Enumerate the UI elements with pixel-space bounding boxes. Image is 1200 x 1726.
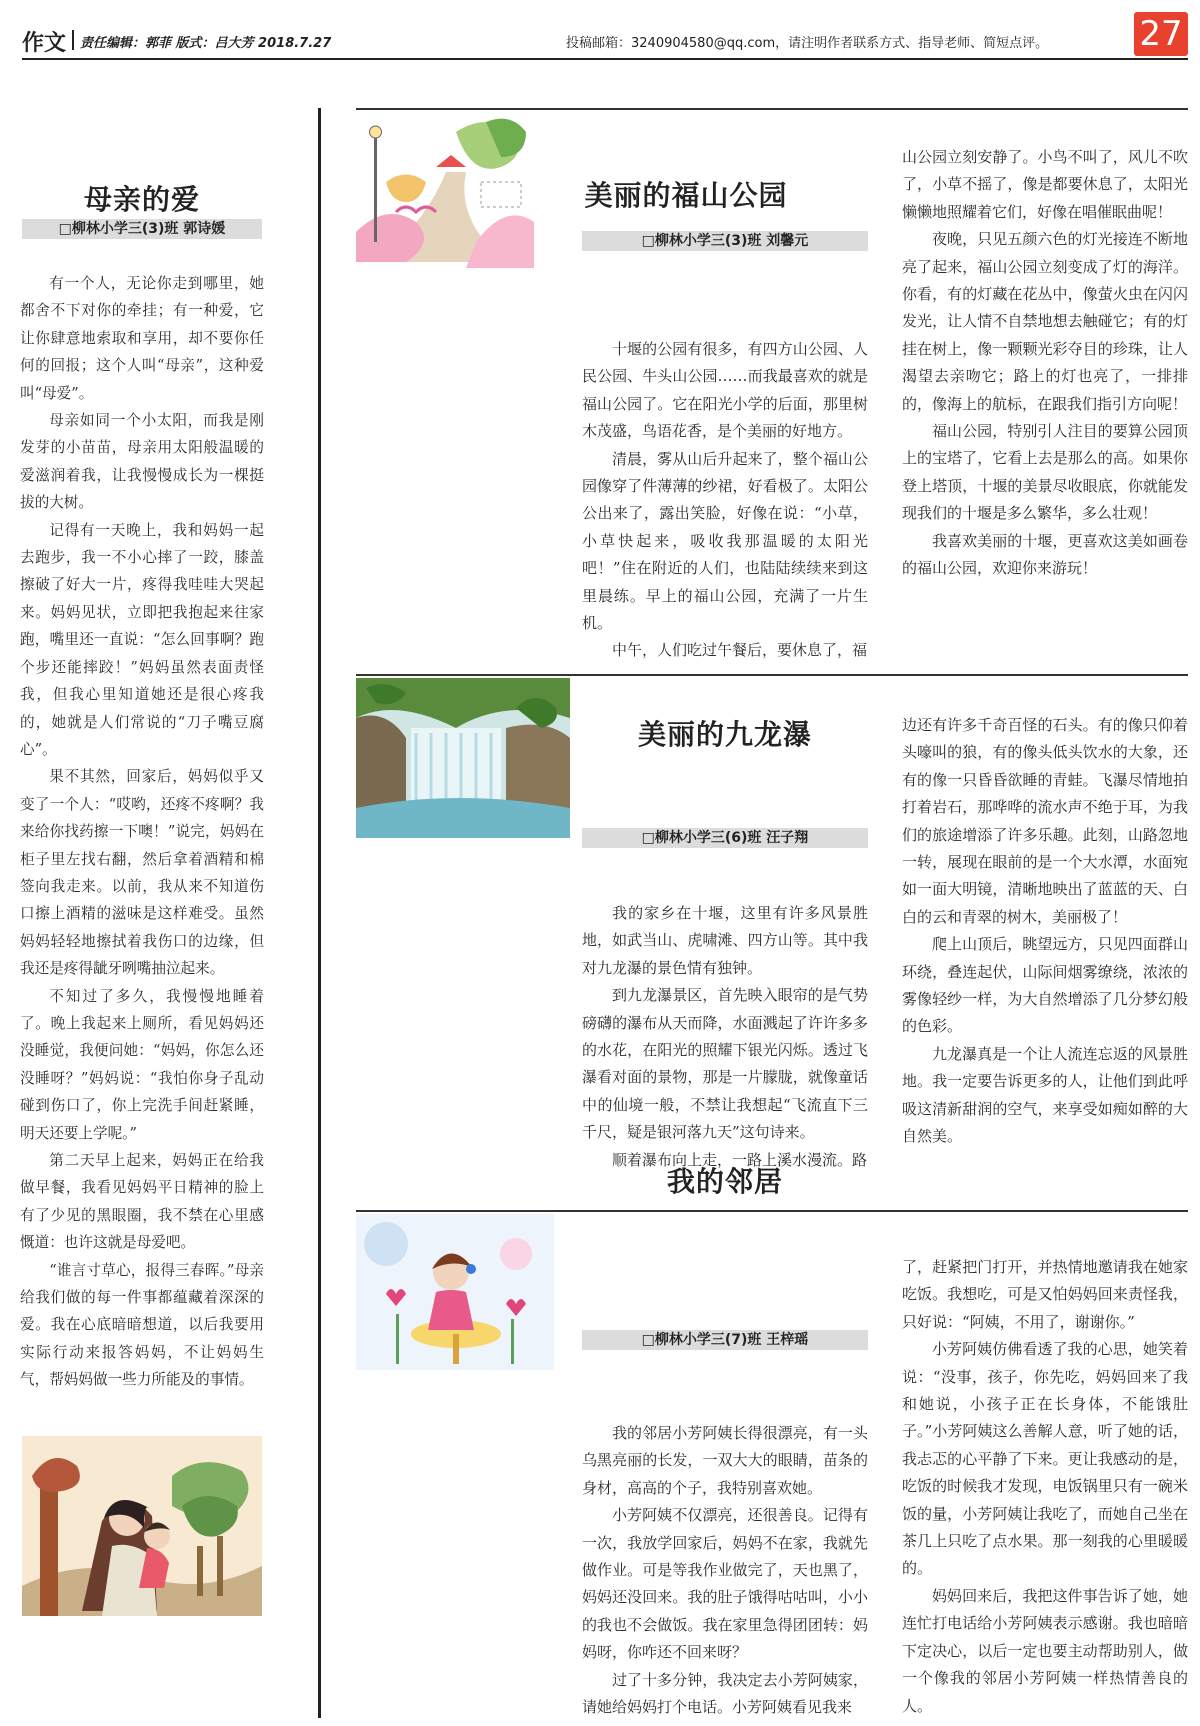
article-title-jiulong: 美丽的九龙瀑 <box>637 718 812 751</box>
paragraph: 九龙瀑真是一个让人流连忘返的风景胜地。我一定要告诉更多的人，让他们到此呼吸这清新甜润的空气，来享受如痴如醉的大自然美。 <box>902 1044 1188 1146</box>
submission-contact: 投稿邮箱：3240904580@qq.com，请注明作者联系方式、指导老师、简短点评。 <box>566 36 1049 51</box>
header-divider <box>72 30 74 50</box>
girl-telephone-illustration <box>356 1214 554 1370</box>
article-title-fushan: 美丽的福山公园 <box>584 179 788 212</box>
paragraph: 我的邻居小芳阿姨长得很漂亮，有一头乌黑亮丽的长发，一双大大的眼睛，苗条的身材，高高的个子，我特别喜欢她。 <box>582 1424 868 1497</box>
editors-line: 责任编辑：郭菲 版式：吕大芳 2018.7.27 <box>80 36 332 51</box>
rule-article-jiulong <box>356 674 1188 676</box>
article-body-jiulong-col1 <box>582 900 868 1174</box>
article-title-neighbor: 我的邻居 <box>666 1165 783 1198</box>
article-body-jiulong-col2 <box>902 712 1188 1151</box>
paragraph: 母亲如同一个小太阳，而我是刚发芽的小苗苗，母亲用太阳般温暖的爱滋润着我，让我慢慢成长为一棵挺拔的大树。 <box>20 412 264 512</box>
article-body-neighbor-col1 <box>582 1420 868 1721</box>
paragraph: 顺着瀑布向上走，一路上溪水漫流。路 <box>612 1150 868 1169</box>
paragraph: 清晨，雾从山后升起来了，整个福山公园像穿了件薄薄的纱裙，好看极了。太阳公公出来了，露出笑脸，好像在说：“小草，小草快起来，吸收我那温暖的太阳光吧！”住在附近的人们，也陆陆续续来到这里晨练。早上的福山公园，充满了一片生机。 <box>582 449 868 633</box>
mother-child-illustration <box>22 1436 262 1616</box>
paragraph: 过了十多分钟，我决定去小芳阿姨家，请她给妈妈打个电话。小芳阿姨看见我来 <box>582 1670 868 1717</box>
paragraph: 边还有许多千奇百怪的石头。有的像只仰着头嚎叫的狼，有的像头低头饮水的大象，还有的像一只昏昏欲睡的青蛙。飞瀑尽情地拍打着岩石，那哗哗的流水声不绝于耳，为我们的旅途增添了许多乐趣。此刻，山路忽地一转，展现在眼前的是一个大水潭，水面宛如一面大明镜，清晰地映出了蓝蓝的天、白白的云和青翠的树木，美丽极了！ <box>902 716 1188 926</box>
paragraph: 我喜欢美丽的十堰，更喜欢这美如画卷的福山公园，欢迎你来游玩！ <box>902 531 1188 578</box>
rule-article-neighbor <box>356 1210 1188 1212</box>
park-illustration <box>356 112 534 268</box>
byline-fushan: □柳林小学三(3)班 刘馨元 <box>582 231 868 251</box>
paragraph: 记得有一天晚上，我和妈妈一起去跑步，我一不小心摔了一跤，膝盖擦破了好大一片，疼得我哇哇大哭起来。妈妈见状，立即把我抱起来往家跑，嘴里还一直说：“怎么回事啊？跑个步还能摔跤！”妈妈虽然表面责怪我，但我心里知道她还是很心疼我的，她就是人们常说的“刀子嘴豆腐心”。 <box>20 521 264 758</box>
paragraph: 了，赶紧把门打开，并热情地邀请我在她家吃饭。我想吃，可是又怕妈妈回来责怪我，只好说：“阿姨，不用了，谢谢你。” <box>902 1258 1188 1331</box>
rule-article-fushan <box>356 108 1188 110</box>
paragraph: 小芳阿姨不仅漂亮，还很善良。记得有一次，我放学回家后，妈妈不在家，我就先做作业。可是等我作业做完了，天也黑了，妈妈还没回来。我的肚子饿得咕咕叫，小小的我也不会做饭。我在家里急得团团转：妈妈呀，你咋还不回来呀？ <box>582 1506 868 1662</box>
article-body-neighbor-col2 <box>902 1254 1188 1720</box>
byline-neighbor: □柳林小学三(7)班 王梓瑶 <box>582 1330 868 1350</box>
paragraph: 十堰的公园有很多，有四方山公园、人民公园、牛头山公园……而我最喜欢的就是福山公园了。它在阳光小学的后面，那里树木茂盛，鸟语花香，是个美丽的好地方。 <box>582 340 868 441</box>
article-body-fushan-col1 <box>582 336 868 665</box>
byline-jiulong: □柳林小学三(6)班 汪子翔 <box>582 828 868 848</box>
page-number: 27 <box>1134 12 1188 56</box>
paragraph: 不知过了多久，我慢慢地睡着了。晚上我起来上厕所，看见妈妈还没睡觉，我便问她：“妈妈，你怎么还没睡呀？”妈妈说：“我怕你身子乱动碰到伤口了，你上完洗手间赶紧睡，明天还要上学呢。” <box>20 987 264 1142</box>
paragraph: 山公园立刻安静了。小鸟不叫了，风儿不吹了，小草不摇了，像是都要休息了，太阳光懒懒地照耀着它们，好像在唱催眠曲呢！ <box>902 148 1188 221</box>
paragraph: 有一个人，无论你走到哪里，她都舍不下对你的牵挂；有一种爱，它让你肆意地索取和享用，却不要你任何的回报；这个人叫“母亲”，这种爱叫“母爱”。 <box>20 275 264 402</box>
paragraph: 中午，人们吃过午餐后，要休息了，福 <box>612 641 868 660</box>
header-rule <box>22 58 1188 60</box>
paragraph: 福山公园，特别引人注目的要算公园顶上的宝塔了，它看上去是那么的高。如果你登上塔顶，十堰的美景尽收眼底，你就能发现我们的十堰是多么繁华，多么壮观！ <box>902 422 1188 523</box>
paragraph: 妈妈回来后，我把这件事告诉了她，她连忙打电话给小芳阿姨表示感谢。我也暗暗下定决心，以后一定也要主动帮助别人，做一个像我的邻居小芳阿姨一样热情善良的人。 <box>902 1586 1188 1715</box>
paragraph: 第二天早上起来，妈妈正在给我做早餐，我看见妈妈平日精神的脸上有了少见的黑眼圈，我不禁在心里感慨道：也许这就是母爱吧。 <box>20 1152 264 1252</box>
column-divider <box>318 108 321 1718</box>
article-body-mother <box>20 270 264 1394</box>
paragraph: 到九龙瀑景区，首先映入眼帘的是气势磅礴的瀑布从天而降，水面溅起了许许多多的水花，在阳光的照耀下银光闪烁。透过飞瀑看对面的景物，那是一片朦胧，就像童话中的仙境一般，不禁让我想起“飞流直下三千尺，疑是银河落九天”这句诗来。 <box>582 986 868 1142</box>
paragraph: 夜晚，只见五颜六色的灯光接连不断地亮了起来，福山公园立刻变成了灯的海洋。你看，有的灯藏在花丛中，像萤火虫在闪闪发光，让人情不自禁地想去触碰它；有的灯挂在树上，像一颗颗光彩夺目的珍珠，让人渴望去亲吻它；路上的灯也亮了，一排排的，像海上的航标，在跟我们指引方向呢！ <box>902 230 1188 413</box>
byline-mother: □柳林小学三(3)班 郭诗媛 <box>22 219 262 239</box>
article-title-mother: 母亲的爱 <box>83 183 200 216</box>
article-body-fushan-col2 <box>902 144 1188 583</box>
paragraph: 爬上山顶后，眺望远方，只见四面群山环绕，叠连起伏，山际间烟雾缭绕，浓浓的雾像轻纱一样，为大自然增添了几分梦幻般的色彩。 <box>902 935 1188 1036</box>
paragraph: “谁言寸草心，报得三春晖。”母亲给我们做的每一件事都蕴藏着深深的爱。我在心底暗暗想道，以后我要用实际行动来报答妈妈，不让妈妈生气，帮妈妈做一些力所能及的事情。 <box>20 1261 264 1389</box>
paragraph: 小芳阿姨仿佛看透了我的心思，她笑着说：“没事，孩子，你先吃，妈妈回来了我和她说，小孩子正在长身体，不能饿肚子。”小芳阿姨这么善解人意，听了她的话，我忐忑的心平静了下来。更让我感动的是，吃饭的时候我才发现，电饭锅里只有一碗米饭的量，小芳阿姨让我吃了，而她自己坐在茶几上只吃了点水果。那一刻我的心里暖暖的。 <box>902 1340 1188 1578</box>
paragraph: 我的家乡在十堰，这里有许多风景胜地，如武当山、虎啸滩、四方山等。其中我对九龙瀑的景色情有独钟。 <box>582 904 868 977</box>
paragraph: 果不其然，回家后，妈妈似乎又变了一个人：“哎哟，还疼不疼啊？我来给你找药擦一下噢！”说完，妈妈在柜子里左找右翻，然后拿着酒精和棉签向我走来。以前，我从来不知道伤口擦上酒精的滋味是这样难受。虽然妈妈轻轻地擦拭着我伤口的边缘，但我还是疼得龇牙咧嘴抽泣起来。 <box>20 768 264 978</box>
section-title: 作文 <box>22 31 67 56</box>
waterfall-illustration <box>356 678 570 838</box>
